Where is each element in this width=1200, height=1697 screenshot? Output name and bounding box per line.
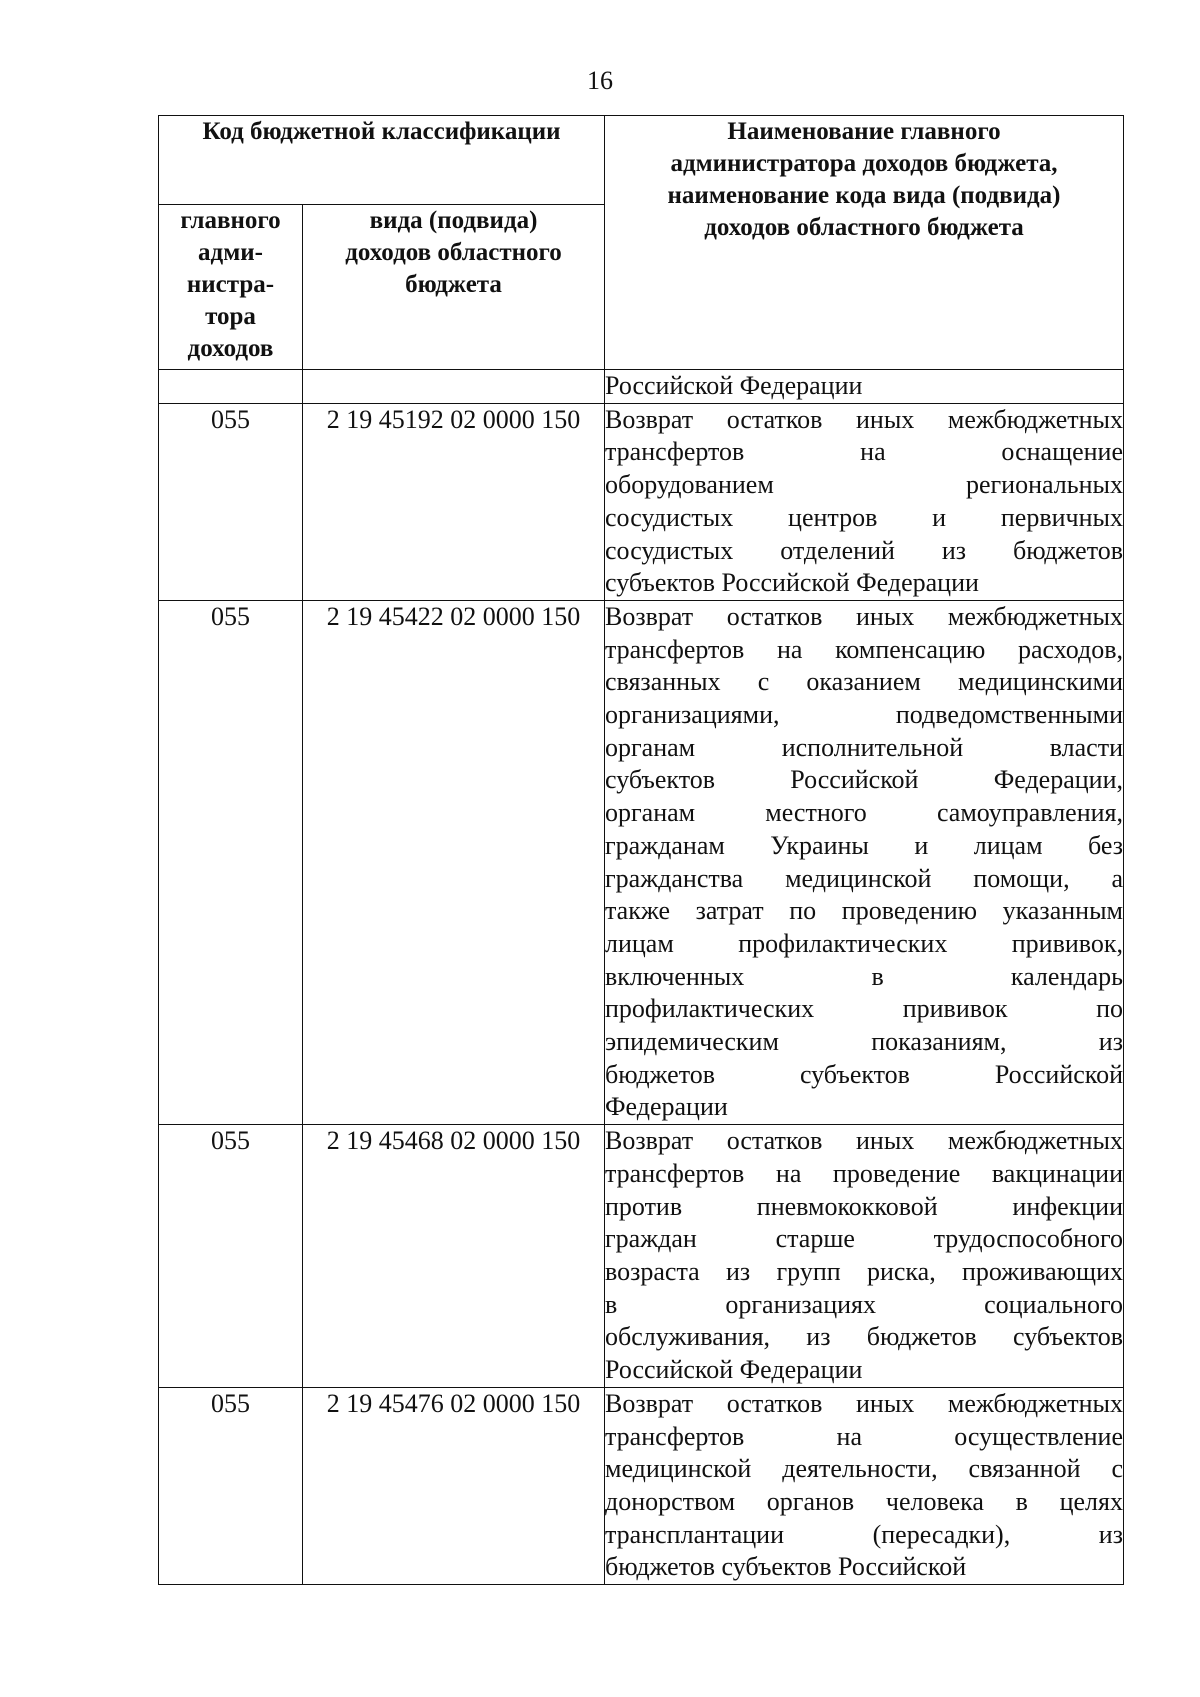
revenue-name-line: донорством органов человека в целях (605, 1486, 1123, 1516)
revenue-code-cell (303, 370, 605, 404)
header-name-line: Наименование главного (727, 118, 1001, 145)
revenue-name-line: Возврат остатков иных межбюджетных (605, 1126, 1123, 1156)
revenue-name-line: трансплантации (пересадки), из (605, 1519, 1123, 1549)
revenue-name-line: граждан старше трудоспособного (605, 1224, 1123, 1254)
admin-code-cell: 055 (159, 1125, 303, 1388)
revenue-name-line: против пневмококковой инфекции (605, 1191, 1123, 1221)
revenue-name-line: Российской Федерации (605, 371, 863, 400)
header-admin-column (159, 205, 303, 370)
revenue-name-line: Возврат остатков иных межбюджетных (605, 404, 1123, 434)
revenue-code-cell: 2 19 45192 02 0000 150 (303, 403, 605, 600)
header-admin-line: нистра- (186, 271, 275, 298)
revenue-name-line: гражданства медицинской помощи, а (605, 863, 1123, 893)
revenue-name-line: субъектов Российской Федерации, (605, 765, 1123, 795)
table-row (159, 1387, 1124, 1584)
revenue-name-cell (605, 370, 1124, 404)
revenue-name-line: трансфертов на осуществление (605, 1421, 1123, 1451)
revenue-name-line: включенных в календарь (605, 961, 1123, 991)
revenue-name-line: гражданам Украины и лицам без (605, 830, 1123, 860)
admin-code-cell (159, 370, 303, 404)
header-budget-classification-code: Код бюджетной классификации (159, 116, 605, 205)
revenue-name-line: лицам профилактических прививок, (605, 928, 1123, 958)
header-name-line: доходов областного бюджета (704, 214, 1024, 241)
header-name-line: администратора доходов бюджета, (670, 150, 1058, 177)
revenue-name-line: также затрат по проведению указанным (605, 896, 1123, 926)
header-code-column (303, 205, 605, 370)
table-row (159, 600, 1124, 1124)
revenue-name-line: медицинской деятельности, связанной с (605, 1454, 1123, 1484)
header-admin-line: главного (180, 207, 281, 234)
admin-code-cell: 055 (159, 403, 303, 600)
revenue-name-line: бюджетов субъектов Российской (605, 1059, 1123, 1089)
revenue-name-line: бюджетов субъектов Российской (605, 1552, 967, 1582)
revenue-name-line: эпидемическим показаниям, из (605, 1027, 1123, 1057)
header-admin-line: адми- (198, 239, 263, 266)
revenue-name-line: связанных с оказанием медицинскими (605, 667, 1123, 697)
revenue-name-line: Федерации (605, 1092, 728, 1122)
admin-code-cell: 055 (159, 600, 303, 1124)
table-body (159, 370, 1124, 1585)
revenue-name-line: Возврат остатков иных межбюджетных (605, 1388, 1123, 1418)
table-row (159, 403, 1124, 600)
table-row (159, 1125, 1124, 1388)
header-code-line: вида (подвида) (369, 207, 538, 234)
revenue-name-cell (605, 1387, 1124, 1584)
revenue-name-line: в организациях социального (605, 1289, 1123, 1319)
admin-code-cell: 055 (159, 1387, 303, 1584)
revenue-name-line: обслуживания, из бюджетов субъектов (605, 1322, 1123, 1352)
header-admin-line: доходов (187, 335, 274, 362)
header-code-line: доходов областного (345, 239, 562, 266)
revenue-name-line: Возврат остатков иных межбюджетных (605, 601, 1123, 631)
header-admin-line: тора (205, 303, 256, 330)
header-name-column (605, 116, 1124, 370)
revenue-code-cell: 2 19 45468 02 0000 150 (303, 1125, 605, 1388)
revenue-name-line: профилактических прививок по (605, 994, 1123, 1024)
revenue-name-cell (605, 403, 1124, 600)
header-code-line: бюджета (405, 271, 502, 298)
revenue-name-line: организациями, подведомственными (605, 700, 1123, 730)
revenue-name-line: Российской Федерации (605, 1355, 863, 1385)
table-row (159, 370, 1124, 404)
header-name-line: наименование кода вида (подвида) (667, 182, 1061, 209)
revenue-name-line: сосудистых отделений из бюджетов (605, 535, 1123, 565)
budget-classification-table (158, 115, 1124, 1585)
page-number: 16 (587, 66, 613, 95)
revenue-name-line: трансфертов на компенсацию расходов, (605, 634, 1123, 664)
revenue-name-line: органам местного самоуправления, (605, 798, 1123, 828)
revenue-name-line: возраста из групп риска, проживающих (605, 1256, 1123, 1286)
revenue-name-line: трансфертов на оснащение (605, 437, 1123, 467)
revenue-code-cell: 2 19 45476 02 0000 150 (303, 1387, 605, 1584)
revenue-name-cell (605, 600, 1124, 1124)
revenue-name-line: трансфертов на проведение вакцинации (605, 1158, 1123, 1188)
revenue-name-line: оборудованием региональных (605, 470, 1123, 500)
revenue-code-cell: 2 19 45422 02 0000 150 (303, 600, 605, 1124)
revenue-name-cell (605, 1125, 1124, 1388)
revenue-name-line: органам исполнительной власти (605, 732, 1123, 762)
revenue-name-line: сосудистых центров и первичных (605, 502, 1123, 532)
revenue-name-line: субъектов Российской Федерации (605, 568, 979, 598)
